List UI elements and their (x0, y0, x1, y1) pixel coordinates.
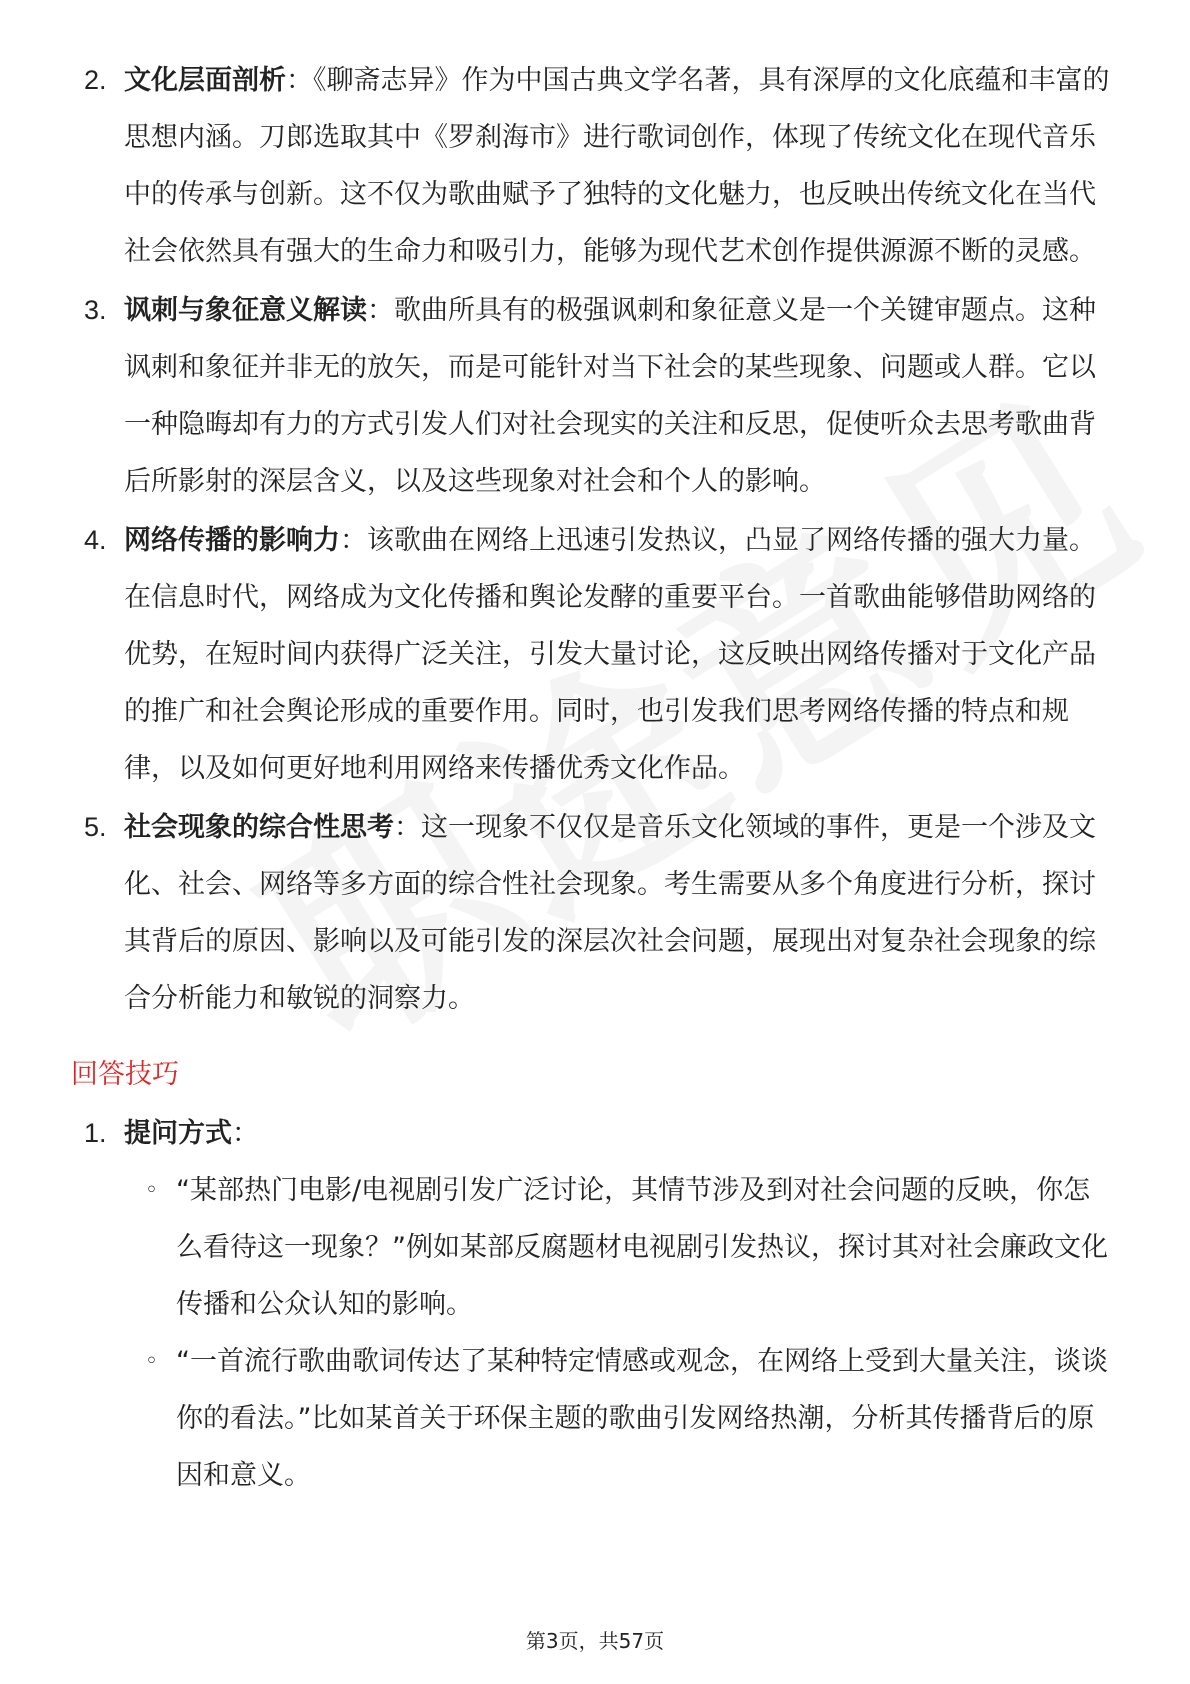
item-title: 提问方式 (124, 1118, 232, 1149)
list-item (0, 799, 1190, 1027)
item-number: 1. (84, 1118, 107, 1148)
section-heading-answer-tips: 回答技巧 (71, 1059, 179, 1090)
page-number-footer: 第3页，共57页 (525, 1629, 665, 1653)
example-item (124, 1333, 1110, 1504)
page-content (0, 52, 1190, 1506)
item-separator: ： (394, 812, 421, 843)
tips-list (0, 1105, 1190, 1504)
item-title: 文化层面剖析 (124, 65, 286, 96)
item-title: 社会现象的综合性思考 (124, 812, 394, 843)
item-text: 歌曲所具有的极强讽刺和象征意义是一个关键审题点。这种讽刺和象征并非无的放矢，而是可能针对当下社会的某些现象、问题或人群。它以一种隐晦却有力的方式引发人们对社会现实的关注和反思，促使听众去思考歌曲背后所影射的深层含义，以及这些现象对社会和个人的影响。 (124, 295, 1096, 497)
item-separator: ： (367, 295, 394, 326)
list-item (0, 512, 1190, 797)
example-list (124, 1162, 1110, 1504)
item-separator: ： (340, 525, 367, 556)
list-item (0, 52, 1190, 280)
item-title: 网络传播的影响力 (124, 525, 340, 556)
item-text: 这一现象不仅仅是音乐文化领域的事件，更是一个涉及文化、社会、网络等多方面的综合性社会现象。考生需要从多个角度进行分析，探讨其背后的原因、影响以及可能引发的深层次社会问题，展现出对复杂社会现象的综合分析能力和敏锐的洞察力。 (124, 812, 1096, 1014)
hollow-bullet-icon: ◦ (145, 1178, 158, 1203)
item-separator: ： (286, 65, 313, 96)
example-text: “一首流行歌曲歌词传达了某种特定情感或观念，在网络上受到大量关注，谈谈你的看法。”比如某首关于环保主题的歌曲引发网络热潮，分析其传播背后的原因和意义。 (176, 1346, 1108, 1491)
list-item (0, 282, 1190, 510)
hollow-bullet-icon: ◦ (145, 1349, 158, 1374)
item-number: 5. (84, 812, 107, 842)
item-number: 4. (84, 525, 107, 555)
example-text: “某部热门电影/电视剧引发广泛讨论，其情节涉及到对社会问题的反映，你怎么看待这一现象？”例如某部反腐题材电视剧引发热议，探讨其对社会廉政文化传播和公众认知的影响。 (176, 1175, 1108, 1320)
list-item (0, 1105, 1190, 1504)
item-number: 2. (84, 65, 107, 95)
item-number: 3. (84, 295, 107, 325)
item-text: 该歌曲在网络上迅速引发热议，凸显了网络传播的强大力量。在信息时代，网络成为文化传播和舆论发酵的重要平台。一首歌曲能够借助网络的优势，在短时间内获得广泛关注，引发大量讨论，这反映出网络传播对于文化产品的推广和社会舆论形成的重要作用。同时，也引发我们思考网络传播的特点和规律，以及如何更好地利用网络来传播优秀文化作品。 (124, 525, 1096, 784)
analysis-list (0, 52, 1190, 1027)
example-item (124, 1162, 1110, 1333)
item-text: 《聊斋志异》作为中国古典文学名著，具有深厚的文化底蕴和丰富的思想内涵。刀郎选取其中《罗刹海市》进行歌词创作，体现了传统文化在现代音乐中的传承与创新。这不仅为歌曲赋予了独特的文化魅力，也反映出传统文化在当代社会依然具有强大的生命力和吸引力，能够为现代艺术创作提供源源不断的灵感。 (124, 65, 1110, 267)
item-title: 讽刺与象征意义解读 (124, 295, 367, 326)
item-separator: ： (232, 1118, 259, 1149)
